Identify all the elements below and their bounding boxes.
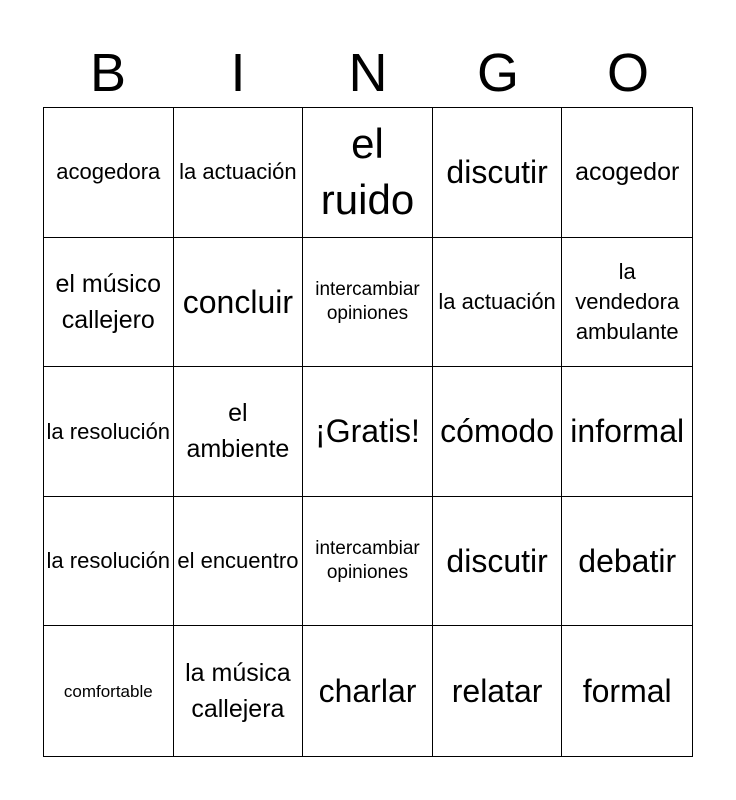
bingo-cell-text: intercambiar opiniones bbox=[315, 538, 420, 584]
bingo-cell-text: acogedor bbox=[575, 158, 680, 187]
bingo-cell-text: relatar bbox=[451, 673, 543, 709]
bingo-cell-text: la resolución bbox=[46, 548, 171, 574]
bingo-cell[interactable] bbox=[174, 497, 304, 627]
bingo-cell-text: acogedora bbox=[56, 159, 161, 185]
bingo-cell-text: el encuentro bbox=[177, 548, 299, 574]
bingo-cell-text: ¡Gratis! bbox=[315, 413, 420, 450]
bingo-cell-text: el músico callejero bbox=[55, 269, 162, 334]
bingo-cell-text: debatir bbox=[578, 542, 677, 579]
bingo-cell-text: el ruido bbox=[320, 119, 415, 224]
bingo-cell-text: concluir bbox=[182, 283, 294, 320]
bingo-cell-text: intercambiar opiniones bbox=[315, 279, 420, 324]
bingo-cell[interactable] bbox=[44, 108, 174, 238]
bingo-cell[interactable] bbox=[174, 108, 304, 238]
header-letter-o: O bbox=[606, 43, 649, 103]
bingo-cell[interactable] bbox=[433, 497, 563, 627]
bingo-cell-text: el ambiente bbox=[186, 399, 290, 464]
bingo-cell[interactable] bbox=[44, 626, 174, 756]
header-letter-n: N bbox=[348, 43, 388, 103]
bingo-cell[interactable] bbox=[433, 108, 563, 238]
bingo-cell[interactable] bbox=[44, 497, 174, 627]
bingo-cell-text: discutir bbox=[446, 542, 548, 579]
bingo-cell[interactable] bbox=[562, 626, 692, 756]
bingo-cell-text: la actuación bbox=[438, 289, 556, 315]
bingo-cell-text: charlar bbox=[318, 673, 417, 709]
bingo-cell-text: discutir bbox=[446, 154, 548, 191]
bingo-cell-text: la vendedora ambulante bbox=[575, 259, 680, 344]
bingo-cell[interactable] bbox=[562, 497, 692, 627]
bingo-cell-text: informal bbox=[570, 413, 685, 450]
bingo-cell[interactable] bbox=[562, 108, 692, 238]
bingo-header bbox=[43, 40, 693, 106]
bingo-cell[interactable] bbox=[433, 626, 563, 756]
bingo-cell-text: formal bbox=[582, 673, 672, 709]
bingo-cell[interactable] bbox=[44, 367, 174, 497]
bingo-cell[interactable] bbox=[303, 108, 433, 238]
bingo-cell[interactable] bbox=[44, 238, 174, 368]
header-letter-g: G bbox=[476, 43, 519, 103]
bingo-board bbox=[43, 107, 693, 757]
bingo-cell[interactable] bbox=[174, 238, 304, 368]
bingo-cell[interactable] bbox=[433, 367, 563, 497]
bingo-cell-text: la música callejera bbox=[185, 658, 291, 724]
header-letter-i: I bbox=[230, 43, 246, 103]
bingo-cell-text: cómodo bbox=[440, 413, 555, 450]
bingo-cell[interactable] bbox=[303, 626, 433, 756]
bingo-cell-text: comfortable bbox=[63, 681, 153, 701]
bingo-cell[interactable] bbox=[174, 367, 304, 497]
bingo-cell[interactable] bbox=[303, 238, 433, 368]
bingo-cell[interactable] bbox=[303, 367, 433, 497]
bingo-cell-text: la actuación bbox=[179, 159, 297, 185]
header-letter-b: B bbox=[89, 43, 127, 103]
bingo-cell[interactable] bbox=[433, 238, 563, 368]
bingo-cell[interactable] bbox=[562, 238, 692, 368]
bingo-cell[interactable] bbox=[303, 497, 433, 627]
bingo-cell-text: la resolución bbox=[46, 418, 171, 444]
bingo-cell[interactable] bbox=[562, 367, 692, 497]
bingo-cell[interactable] bbox=[174, 626, 304, 756]
